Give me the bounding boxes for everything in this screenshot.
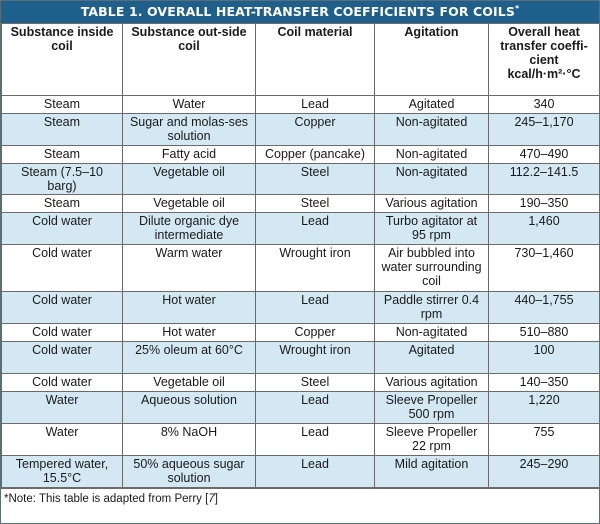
cell-inside: Cold water bbox=[2, 374, 123, 392]
table-row bbox=[2, 96, 600, 114]
cell-coefficient: 245–290 bbox=[489, 456, 600, 488]
cell-agitation: Non-agitated bbox=[375, 114, 489, 146]
table-row bbox=[2, 195, 600, 213]
cell-outside: 8% NaOH bbox=[123, 424, 256, 456]
table-row bbox=[2, 374, 600, 392]
cell-inside: Cold water bbox=[2, 213, 123, 245]
table-body bbox=[2, 96, 600, 488]
cell-coefficient: 1,460 bbox=[489, 213, 600, 245]
cell-coefficient: 440–1,755 bbox=[489, 292, 600, 324]
cell-agitation: Turbo agitator at 95 rpm bbox=[375, 213, 489, 245]
cell-outside: Dilute organic dye intermediate bbox=[123, 213, 256, 245]
cell-outside: Sugar and molas-ses solution bbox=[123, 114, 256, 146]
cell-coefficient: 112.2–141.5 bbox=[489, 164, 600, 195]
cell-coefficient: 190–350 bbox=[489, 195, 600, 213]
cell-outside: 25% oleum at 60°C bbox=[123, 342, 256, 374]
cell-agitation: Sleeve Propeller 500 rpm bbox=[375, 392, 489, 424]
table-row bbox=[2, 292, 600, 324]
cell-coefficient: 470–490 bbox=[489, 146, 600, 164]
cell-outside: Vegetable oil bbox=[123, 164, 256, 195]
cell-material: Wrought iron bbox=[256, 245, 375, 292]
table-row bbox=[2, 114, 600, 146]
header-row bbox=[2, 24, 600, 96]
column-header-coefficient: Overall heat transfer coeffi-cient kcal/h·m²·°C bbox=[489, 24, 600, 96]
cell-agitation: Air bubbled into water surrounding coil bbox=[375, 245, 489, 292]
cell-coefficient: 100 bbox=[489, 342, 600, 374]
cell-agitation: Various agitation bbox=[375, 374, 489, 392]
cell-agitation: Non-agitated bbox=[375, 146, 489, 164]
cell-material: Steel bbox=[256, 164, 375, 195]
cell-inside: Steam (7.5–10 barg) bbox=[2, 164, 123, 195]
cell-material: Lead bbox=[256, 392, 375, 424]
cell-material: Lead bbox=[256, 292, 375, 324]
cell-outside: Warm water bbox=[123, 245, 256, 292]
cell-agitation: Agitated bbox=[375, 342, 489, 374]
column-header-outside: Substance out-side coil bbox=[123, 24, 256, 96]
table-row bbox=[2, 213, 600, 245]
cell-outside: Hot water bbox=[123, 324, 256, 342]
cell-material: Lead bbox=[256, 213, 375, 245]
column-header-material: Coil material bbox=[256, 24, 375, 96]
cell-material: Copper (pancake) bbox=[256, 146, 375, 164]
cell-inside: Cold water bbox=[2, 342, 123, 374]
cell-inside: Cold water bbox=[2, 245, 123, 292]
cell-inside: Steam bbox=[2, 195, 123, 213]
cell-inside: Cold water bbox=[2, 324, 123, 342]
cell-outside: 50% aqueous sugar solution bbox=[123, 456, 256, 488]
heat-transfer-table bbox=[1, 23, 600, 488]
cell-material: Copper bbox=[256, 114, 375, 146]
table-row bbox=[2, 146, 600, 164]
cell-agitation: Paddle stirrer 0.4 rpm bbox=[375, 292, 489, 324]
cell-material: Steel bbox=[256, 195, 375, 213]
cell-agitation: Non-agitated bbox=[375, 324, 489, 342]
cell-agitation: Agitated bbox=[375, 96, 489, 114]
cell-coefficient: 340 bbox=[489, 96, 600, 114]
table-row bbox=[2, 456, 600, 488]
cell-material: Lead bbox=[256, 456, 375, 488]
cell-material: Copper bbox=[256, 324, 375, 342]
column-header-inside: Substance inside coil bbox=[2, 24, 123, 96]
column-header-agitation: Agitation bbox=[375, 24, 489, 96]
cell-inside: Cold water bbox=[2, 292, 123, 324]
cell-outside: Aqueous solution bbox=[123, 392, 256, 424]
table-title bbox=[1, 1, 599, 23]
cell-coefficient: 755 bbox=[489, 424, 600, 456]
cell-coefficient: 140–350 bbox=[489, 374, 600, 392]
cell-outside: Hot water bbox=[123, 292, 256, 324]
cell-inside: Tempered water, 15.5°C bbox=[2, 456, 123, 488]
cell-inside: Water bbox=[2, 424, 123, 456]
footnote-closing: ] bbox=[214, 493, 218, 505]
table-row bbox=[2, 392, 600, 424]
cell-coefficient: 245–1,170 bbox=[489, 114, 600, 146]
table-row bbox=[2, 324, 600, 342]
cell-outside: Vegetable oil bbox=[123, 195, 256, 213]
cell-material: Lead bbox=[256, 96, 375, 114]
cell-inside: Steam bbox=[2, 146, 123, 164]
cell-coefficient: 510–880 bbox=[489, 324, 600, 342]
cell-inside: Steam bbox=[2, 96, 123, 114]
cell-agitation: Non-agitated bbox=[375, 164, 489, 195]
cell-agitation: Various agitation bbox=[375, 195, 489, 213]
cell-material: Steel bbox=[256, 374, 375, 392]
cell-agitation: Mild agitation bbox=[375, 456, 489, 488]
cell-material: Wrought iron bbox=[256, 342, 375, 374]
cell-outside: Vegetable oil bbox=[123, 374, 256, 392]
footnote-reference: 7 bbox=[208, 493, 215, 505]
cell-material: Lead bbox=[256, 424, 375, 456]
cell-coefficient: 730–1,460 bbox=[489, 245, 600, 292]
cell-inside: Water bbox=[2, 392, 123, 424]
table-row bbox=[2, 164, 600, 195]
title-footnote-marker: * bbox=[514, 3, 520, 13]
cell-agitation: Sleeve Propeller 22 rpm bbox=[375, 424, 489, 456]
cell-inside: Steam bbox=[2, 114, 123, 146]
cell-outside: Fatty acid bbox=[123, 146, 256, 164]
cell-outside: Water bbox=[123, 96, 256, 114]
table-row bbox=[2, 424, 600, 456]
cell-coefficient: 1,220 bbox=[489, 392, 600, 424]
footnote-text: *Note: This table is adapted from Perry [ bbox=[4, 493, 209, 505]
table-footnote bbox=[1, 488, 599, 509]
table-title-text: TABLE 1. OVERALL HEAT-TRANSFER COEFFICIENTS FOR COILS bbox=[80, 4, 515, 19]
table-row bbox=[2, 342, 600, 374]
table-row bbox=[2, 245, 600, 292]
